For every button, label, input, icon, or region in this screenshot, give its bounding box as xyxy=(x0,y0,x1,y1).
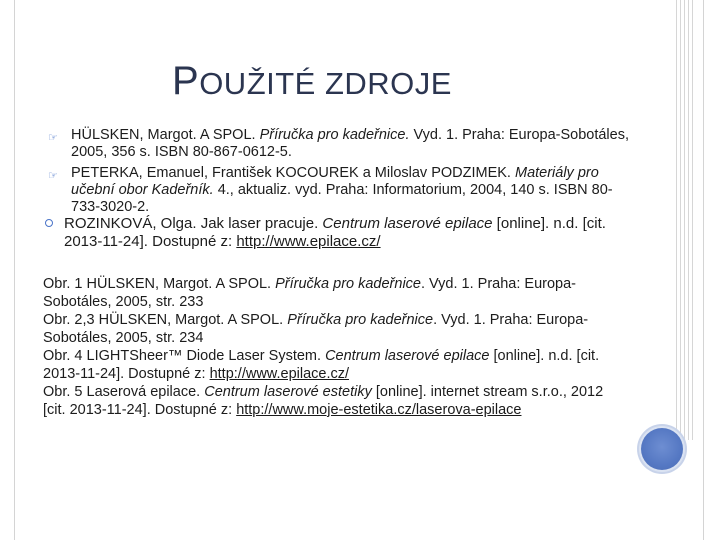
title-rest: OUŽITÉ ZDROJE xyxy=(199,66,452,101)
source-text: 4., aktualiz. vyd. Praha: Informatorium, 2004, 140 s. ISBN 80-733-3020-2. xyxy=(71,182,613,215)
figure-credit xyxy=(43,383,623,419)
source-text: ROZINKOVÁ, Olga. Jak laser pracuje. xyxy=(64,215,323,232)
source-text: Vyd. 1. Praha: Europa-Sobotáles, 2005, 356 s. ISBN 80-867-0612-5. xyxy=(71,127,629,160)
figure-text: . Vyd. 1. Praha: Europa-Sobotáles, 2005, str. 233 xyxy=(43,276,577,310)
figure-title: Příručka pro kadeřnice xyxy=(287,312,434,328)
figure-text: Obr. 5 Laserová epilace. xyxy=(43,384,205,400)
figure-text: [online]. internet stream s.r.o., 2012 [cit. 2013-11-24]. Dostupné z: xyxy=(43,384,604,418)
pointing-hand-icon: ☞ xyxy=(48,170,58,182)
source-link[interactable]: http://www.epilace.cz/ xyxy=(236,233,381,250)
source-text: HÜLSKEN, Margot. A SPOL. xyxy=(71,127,260,143)
figure-text: Obr. 2,3 HÜLSKEN, Margot. A SPOL. xyxy=(43,312,288,328)
source-title: Příručka pro kadeřnice. xyxy=(259,127,410,143)
decorative-lines xyxy=(676,0,698,440)
source-item xyxy=(71,165,631,216)
figure-credit xyxy=(43,275,623,311)
figure-link[interactable]: http://www.moje-estetika.cz/laserova-epilace xyxy=(236,402,522,418)
figure-text: [online]. n.d. [cit. 2013-11-24]. Dostupné z: xyxy=(43,348,600,382)
figure-text: . Vyd. 1. Praha: Europa-Sobotáles, 2005, str. 234 xyxy=(43,312,589,346)
pointing-hand-icon: ☞ xyxy=(48,132,58,144)
page-title xyxy=(172,58,452,107)
circle-bullet-icon xyxy=(45,219,53,227)
source-item xyxy=(64,215,624,251)
source-item xyxy=(71,127,646,161)
figure-title: Centrum laserové estetiky xyxy=(204,384,372,400)
figure-link[interactable]: http://www.epilace.cz/ xyxy=(209,366,350,382)
title-cap: P xyxy=(172,59,200,103)
figure-text: Obr. 4 LIGHTSheer™ Diode Laser System. xyxy=(43,348,326,364)
figure-credit xyxy=(43,311,623,347)
source-title: Materiály pro učební obor Kadeřník. xyxy=(71,165,599,198)
source-title: Centrum laserové epilace xyxy=(322,215,493,232)
figure-text: Obr. 1 HÜLSKEN, Margot. A SPOL. xyxy=(43,276,276,292)
figure-credit xyxy=(43,347,623,383)
source-text: [online]. n.d. [cit. 2013-11-24]. Dostupné z: xyxy=(64,215,606,250)
figure-title: Příručka pro kadeřnice xyxy=(275,276,421,292)
source-text: PETERKA, Emanuel, František KOCOUREK a Miloslav PODZIMEK. xyxy=(71,165,515,181)
decorative-circle xyxy=(641,428,683,470)
figure-credits xyxy=(43,275,623,419)
figure-title: Centrum laserové epilace xyxy=(325,348,490,364)
